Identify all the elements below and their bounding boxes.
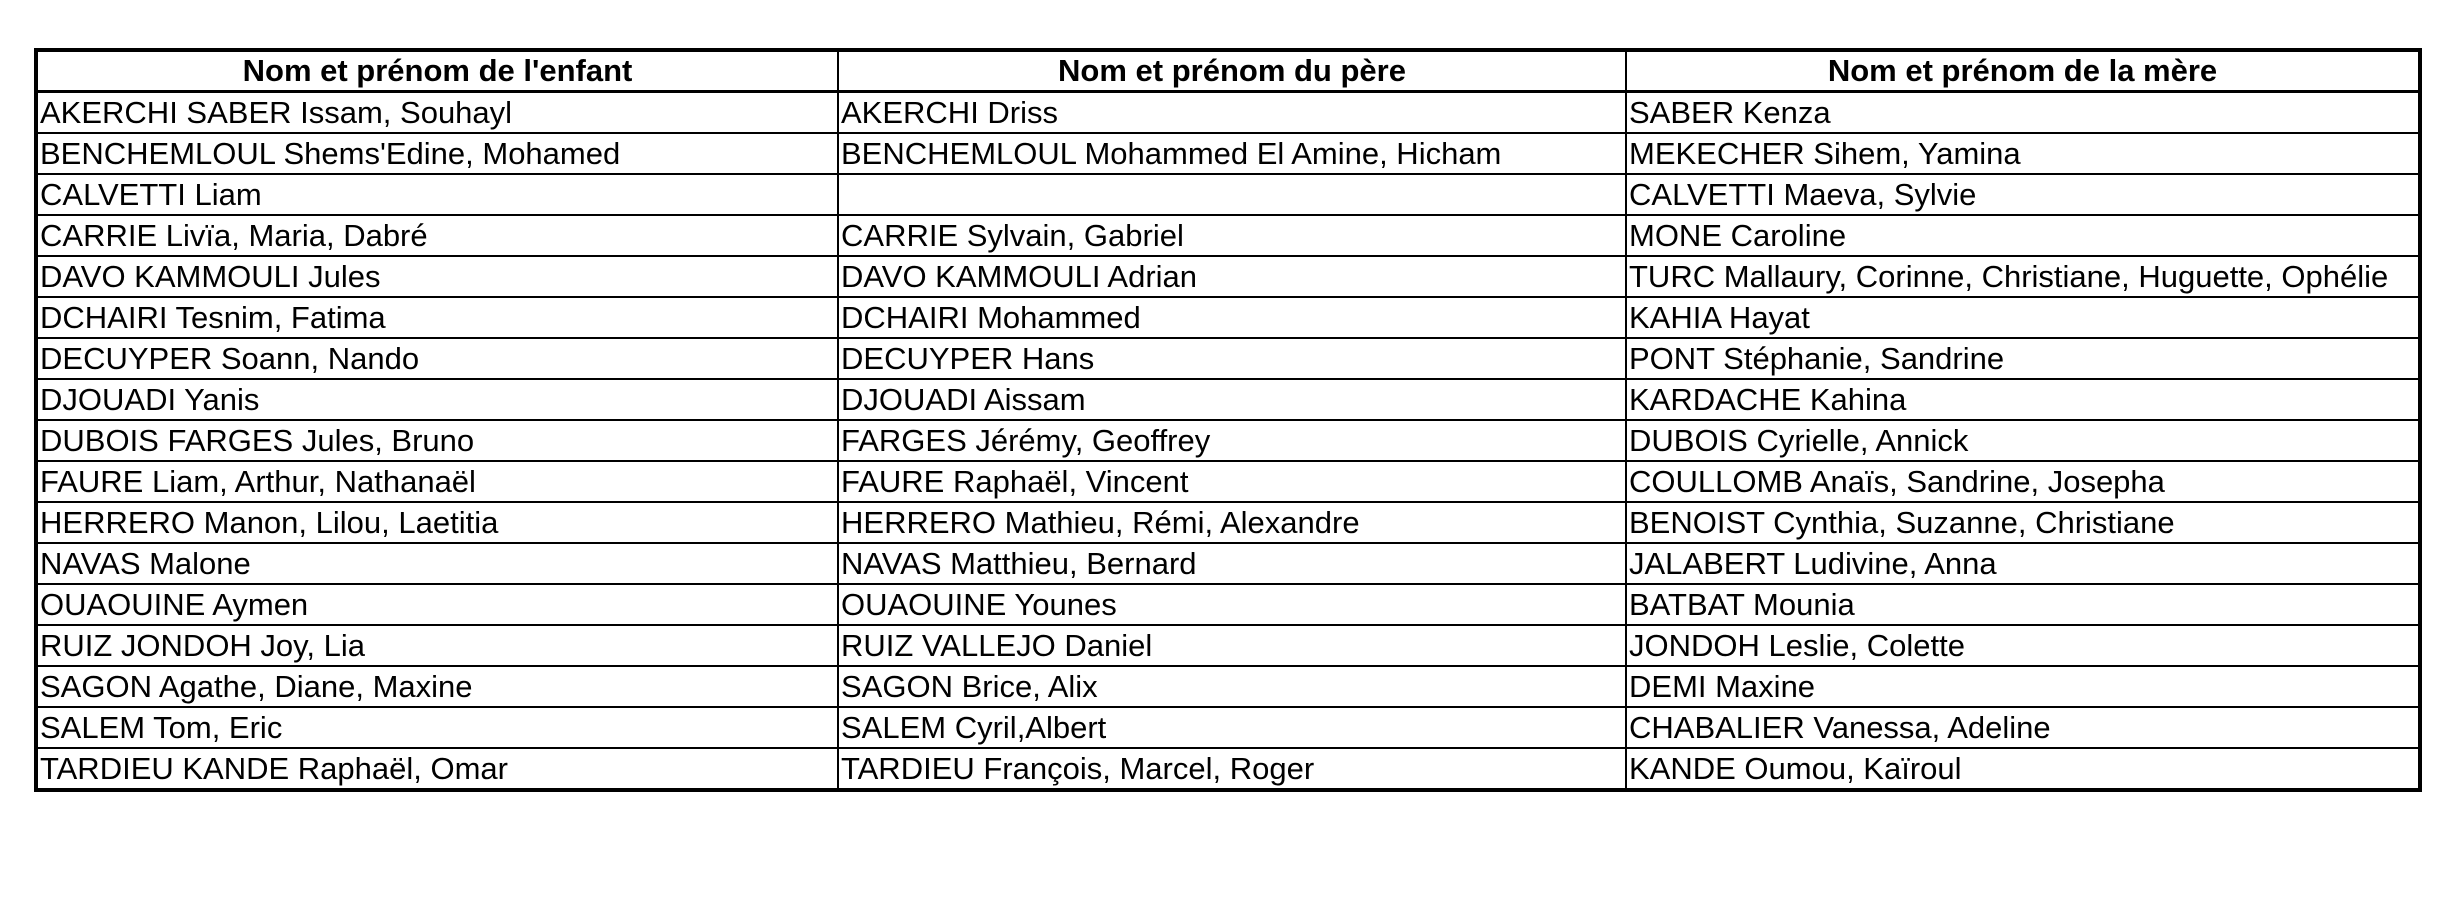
table-row — [36, 502, 2420, 543]
child-name-cell: OUAOUINE Aymen — [36, 584, 838, 625]
child-name-cell: BENCHEMLOUL Shems'Edine, Mohamed — [36, 133, 838, 174]
mother-name-cell: MEKECHER Sihem, Yamina — [1626, 133, 2420, 174]
mother-name-cell: BENOIST Cynthia, Suzanne, Christiane — [1626, 502, 2420, 543]
table-row — [36, 461, 2420, 502]
table-row — [36, 92, 2420, 134]
table-row — [36, 297, 2420, 338]
father-name-cell: DECUYPER Hans — [838, 338, 1626, 379]
child-name-cell: CARRIE Livïa, Maria, Dabré — [36, 215, 838, 256]
father-name-cell: BENCHEMLOUL Mohammed El Amine, Hicham — [838, 133, 1626, 174]
father-name-cell: NAVAS Matthieu, Bernard — [838, 543, 1626, 584]
mother-name-cell: MONE Caroline — [1626, 215, 2420, 256]
child-name-cell: RUIZ JONDOH Joy, Lia — [36, 625, 838, 666]
table-row — [36, 215, 2420, 256]
header-father-name: Nom et prénom du père — [838, 50, 1626, 92]
mother-name-cell: COULLOMB Anaïs, Sandrine, Josepha — [1626, 461, 2420, 502]
mother-name-cell: SABER Kenza — [1626, 92, 2420, 134]
header-mother-name: Nom et prénom de la mère — [1626, 50, 2420, 92]
mother-name-cell: CHABALIER Vanessa, Adeline — [1626, 707, 2420, 748]
father-name-cell: DCHAIRI Mohammed — [838, 297, 1626, 338]
father-name-cell: HERRERO Mathieu, Rémi, Alexandre — [838, 502, 1626, 543]
table-row — [36, 256, 2420, 297]
mother-name-cell: KANDE Oumou, Kaïroul — [1626, 748, 2420, 790]
table-row — [36, 174, 2420, 215]
mother-name-cell: JALABERT Ludivine, Anna — [1626, 543, 2420, 584]
table-row — [36, 133, 2420, 174]
table-row — [36, 543, 2420, 584]
father-name-cell: SALEM Cyril,Albert — [838, 707, 1626, 748]
mother-name-cell: KAHIA Hayat — [1626, 297, 2420, 338]
child-name-cell: NAVAS Malone — [36, 543, 838, 584]
father-name-cell: DJOUADI Aissam — [838, 379, 1626, 420]
mother-name-cell: PONT Stéphanie, Sandrine — [1626, 338, 2420, 379]
child-name-cell: DCHAIRI Tesnim, Fatima — [36, 297, 838, 338]
table-body — [36, 92, 2420, 791]
table-header-row — [36, 50, 2420, 92]
table-row — [36, 666, 2420, 707]
father-name-cell: DAVO KAMMOULI Adrian — [838, 256, 1626, 297]
mother-name-cell: BATBAT Mounia — [1626, 584, 2420, 625]
table-row — [36, 379, 2420, 420]
child-name-cell: TARDIEU KANDE Raphaël, Omar — [36, 748, 838, 790]
parents-table — [34, 48, 2422, 792]
father-name-cell — [838, 174, 1626, 215]
child-name-cell: DAVO KAMMOULI Jules — [36, 256, 838, 297]
father-name-cell: FARGES Jérémy, Geoffrey — [838, 420, 1626, 461]
table-row — [36, 338, 2420, 379]
table-row — [36, 748, 2420, 790]
father-name-cell: TARDIEU François, Marcel, Roger — [838, 748, 1626, 790]
child-name-cell: SALEM Tom, Eric — [36, 707, 838, 748]
child-name-cell: FAURE Liam, Arthur, Nathanaël — [36, 461, 838, 502]
mother-name-cell: KARDACHE Kahina — [1626, 379, 2420, 420]
table-row — [36, 625, 2420, 666]
child-name-cell: CALVETTI Liam — [36, 174, 838, 215]
father-name-cell: FAURE Raphaël, Vincent — [838, 461, 1626, 502]
father-name-cell: CARRIE Sylvain, Gabriel — [838, 215, 1626, 256]
mother-name-cell: CALVETTI Maeva, Sylvie — [1626, 174, 2420, 215]
table-row — [36, 584, 2420, 625]
header-child-name: Nom et prénom de l'enfant — [36, 50, 838, 92]
mother-name-cell: JONDOH Leslie, Colette — [1626, 625, 2420, 666]
mother-name-cell: TURC Mallaury, Corinne, Christiane, Huguette, Ophélie — [1626, 256, 2420, 297]
child-name-cell: DECUYPER Soann, Nando — [36, 338, 838, 379]
father-name-cell: AKERCHI Driss — [838, 92, 1626, 134]
mother-name-cell: DEMI Maxine — [1626, 666, 2420, 707]
mother-name-cell: DUBOIS Cyrielle, Annick — [1626, 420, 2420, 461]
father-name-cell: SAGON Brice, Alix — [838, 666, 1626, 707]
document-sheet — [34, 48, 2418, 792]
table-row — [36, 707, 2420, 748]
father-name-cell: OUAOUINE Younes — [838, 584, 1626, 625]
child-name-cell: DJOUADI Yanis — [36, 379, 838, 420]
child-name-cell: AKERCHI SABER Issam, Souhayl — [36, 92, 838, 134]
child-name-cell: HERRERO Manon, Lilou, Laetitia — [36, 502, 838, 543]
child-name-cell: SAGON Agathe, Diane, Maxine — [36, 666, 838, 707]
table-row — [36, 420, 2420, 461]
father-name-cell: RUIZ VALLEJO Daniel — [838, 625, 1626, 666]
child-name-cell: DUBOIS FARGES Jules, Bruno — [36, 420, 838, 461]
